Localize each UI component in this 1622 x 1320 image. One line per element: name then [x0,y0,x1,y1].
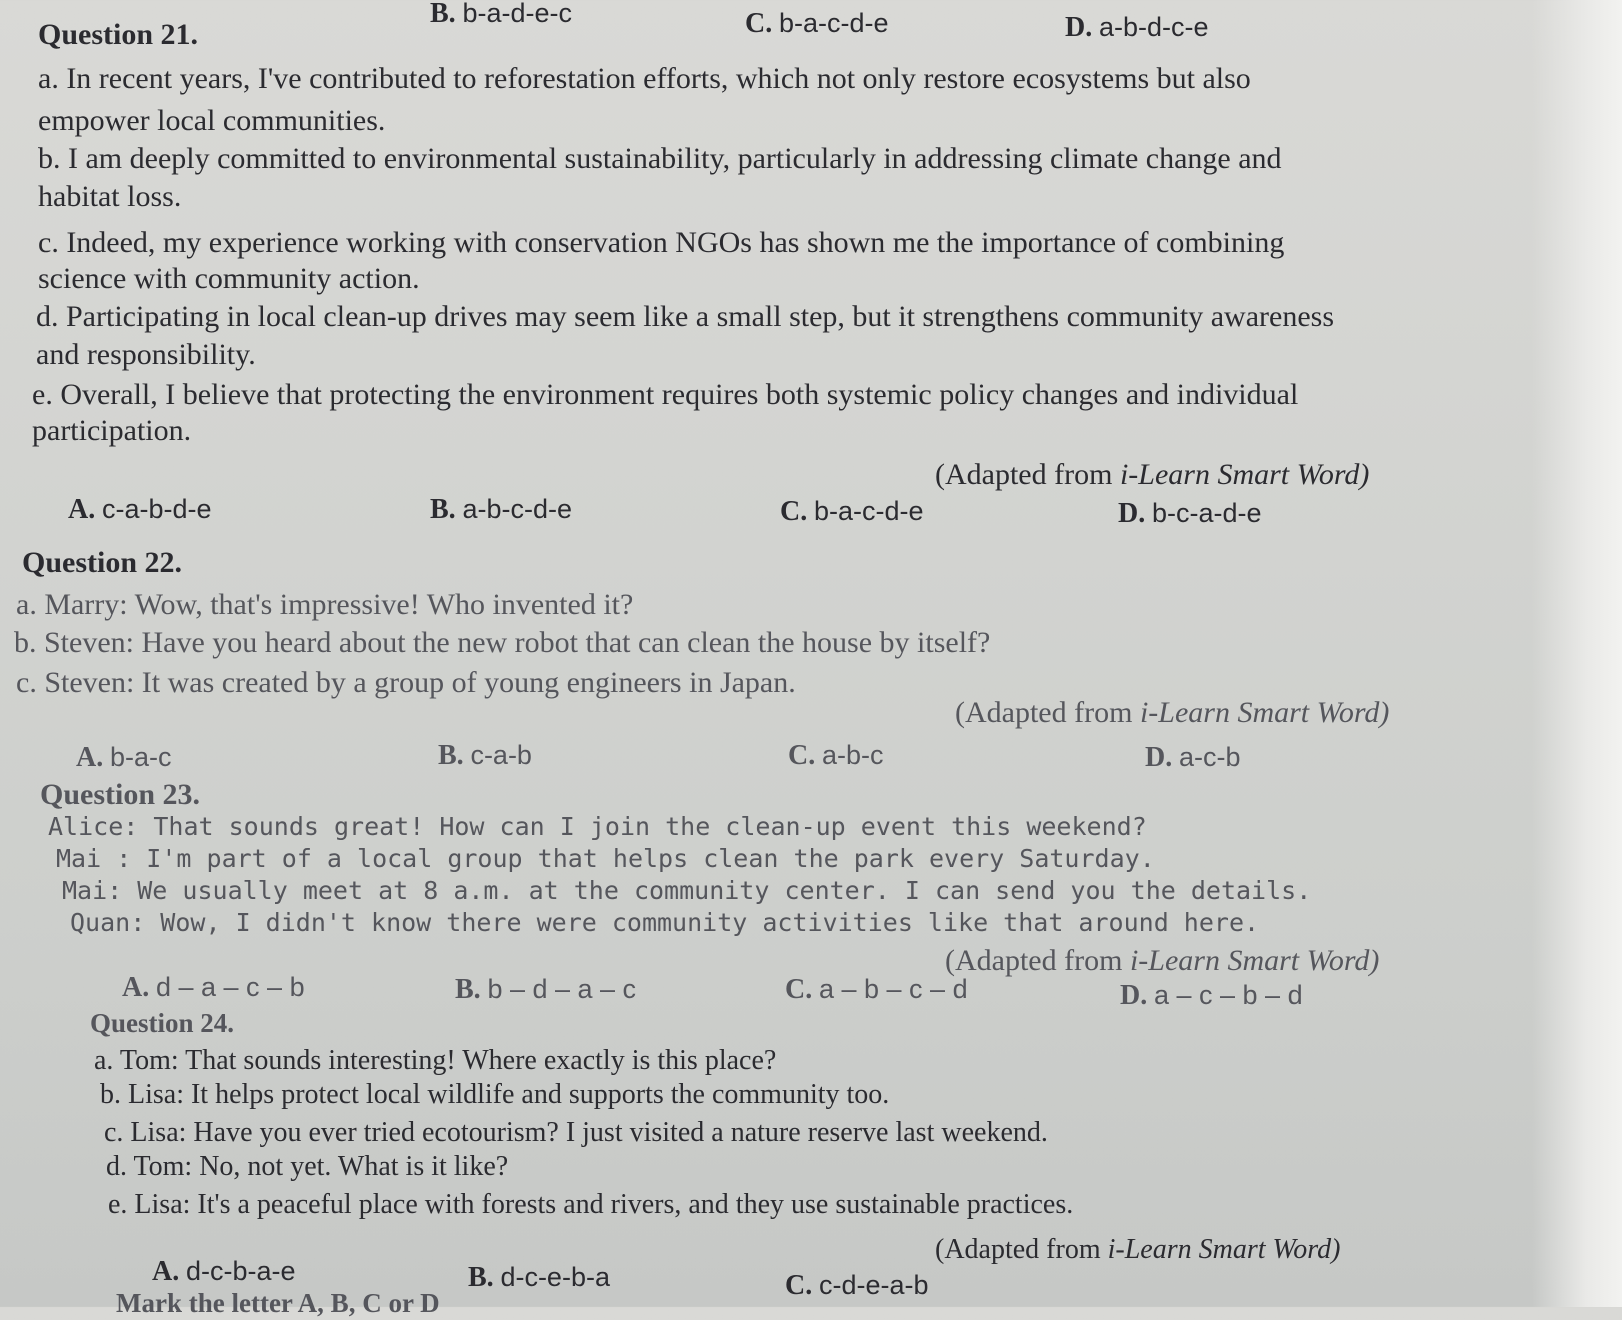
q24-option-a[interactable]: A. d-c-b-a-e [152,1256,296,1287]
q24-option-b[interactable]: B. d-c-e-b-a [468,1262,610,1293]
q23-line-4: Quan: Wow, I didn't know there were community activities like that around here. [70,908,1260,937]
q21-line-c1: c. Indeed, my experience working with conservation NGOs has shown me the importance of combining [38,226,1285,259]
q24-line-b: b. Lisa: It helps protect local wildlife and supports the community too. [100,1079,890,1110]
q23-line-1: Alice: That sounds great! How can I join the clean-up event this weekend? [48,812,1147,841]
q21-option-c[interactable]: C. b-a-c-d-e [780,496,924,527]
question-22-title: Question 22. [22,546,183,579]
question-24-title: Question 24. [90,1008,235,1038]
top-option-b: B. b-a-d-e-c [430,0,572,29]
q21-line-c2: science with community action. [38,262,420,295]
paper-edge [1532,0,1622,1307]
q21-option-a[interactable]: A. c-a-b-d-e [68,494,212,525]
q24-line-d: d. Tom: No, not yet. What is it like? [106,1151,509,1182]
q21-option-b[interactable]: B. a-b-c-d-e [430,494,572,525]
question-23-title: Question 23. [40,778,201,811]
q24-option-c[interactable]: C. c-d-e-a-b [785,1270,929,1301]
q24-line-c: c. Lisa: Have you ever tried ecotourism? I just visited a nature reserve last weekend. [104,1117,1048,1148]
q23-source: (Adapted from i-Learn Smart Word) [945,944,1380,977]
q23-option-c[interactable]: C. a – b – c – d [785,974,968,1005]
q21-line-d1: d. Participating in local clean-up drives may seem like a small step, but it strengthens community awareness [36,300,1334,333]
q21-source: (Adapted from i-Learn Smart Word) [935,458,1370,491]
q22-line-c: c. Steven: It was created by a group of young engineers in Japan. [16,666,796,699]
q21-option-d[interactable]: D. b-c-a-d-e [1118,498,1262,529]
q21-line-d2: and responsibility. [36,338,256,371]
q21-line-e1: e. Overall, I believe that protecting the environment requires both systemic policy changes and individual [32,378,1299,411]
q22-option-a[interactable]: A. b-a-c [76,742,172,773]
q21-line-b2: habitat loss. [38,180,182,213]
top-option-d: D. a-b-d-c-e [1065,12,1209,43]
q24-line-a: a. Tom: That sounds interesting! Where exactly is this place? [94,1045,777,1076]
q21-line-b1: b. I am deeply committed to environmental sustainability, particularly in addressing climate change and [38,142,1282,175]
q22-option-b[interactable]: B. c-a-b [438,740,532,771]
question-21-title: Question 21. [38,18,199,51]
q23-line-3: Mai: We usually meet at 8 a.m. at the community center. I can send you the details. [62,876,1312,905]
q22-line-a: a. Marry: Wow, that's impressive! Who invented it? [16,588,634,621]
q23-option-d[interactable]: D. a – c – b – d [1120,980,1303,1011]
q24-source: (Adapted from i-Learn Smart Word) [935,1234,1341,1265]
footer-instruction: Mark the letter A, B, C or D [116,1288,440,1318]
q23-option-b[interactable]: B. b – d – a – c [455,974,637,1005]
q21-line-a2: empower local communities. [38,104,386,137]
top-option-c: C. b-a-c-d-e [745,8,889,39]
q23-option-a[interactable]: A. d – a – c – b [122,972,305,1003]
q22-option-d[interactable]: D. a-c-b [1145,742,1241,773]
q22-option-c[interactable]: C. a-b-c [788,740,884,771]
q21-line-e2: participation. [32,414,192,447]
q21-line-a1: a. In recent years, I've contributed to reforestation efforts, which not only restore ecosystems but also [38,62,1251,95]
q23-line-2: Mai : I'm part of a local group that helps clean the park every Saturday. [56,844,1155,873]
q22-source: (Adapted from i-Learn Smart Word) [955,696,1390,729]
q22-line-b: b. Steven: Have you heard about the new robot that can clean the house by itself? [14,626,991,659]
q24-line-e: e. Lisa: It's a peaceful place with forests and rivers, and they use sustainable practices. [108,1189,1074,1220]
